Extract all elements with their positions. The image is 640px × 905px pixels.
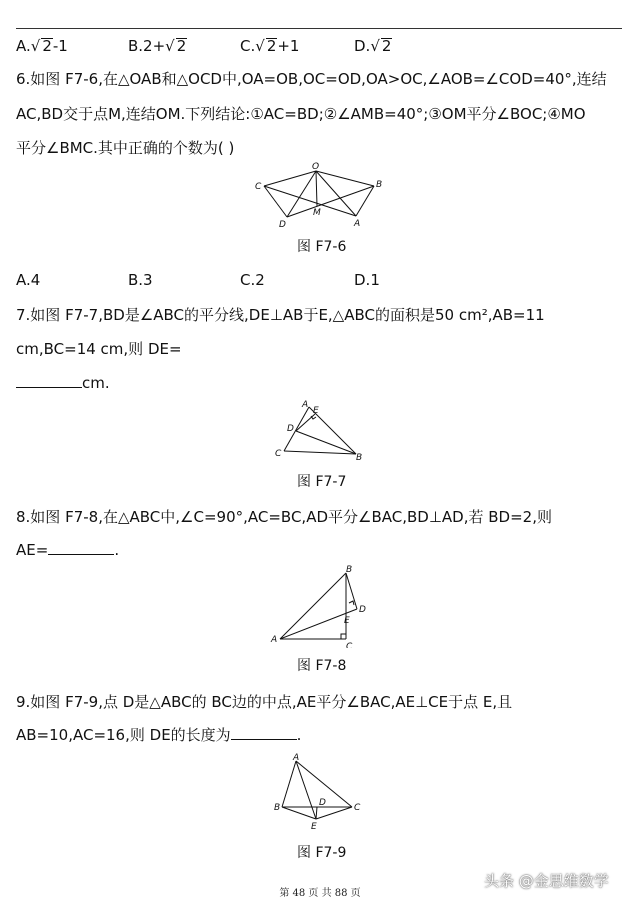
label-c: C (275, 449, 282, 459)
label-a: A (302, 400, 309, 410)
q5-option-c: C.√ 2+1 (240, 37, 300, 55)
label-c: C (354, 803, 361, 813)
label-b: B (356, 453, 363, 463)
q7-answer-blank[interactable] (16, 387, 82, 388)
q5-option-b: B.2+√ 2 (128, 37, 187, 55)
q9-answer-blank[interactable] (231, 739, 297, 740)
label-d: D (319, 798, 326, 808)
figure-f7-8 (266, 562, 376, 652)
label-c: C (346, 642, 353, 648)
q6-line-2: AC,BD交于点M,连结OM.下列结论:①AC=BD;②∠AMB=40°;③OM平分∠BOC;④MO (16, 105, 586, 123)
label-d: D (279, 220, 286, 230)
q7-line-2: cm,BC=14 cm,则 DE= (16, 340, 182, 358)
q9-line-1: 9.如图 F7-9,点 D是△ABC的 BC边的中点,AE平分∠BAC,AE⊥CE于点 E,且 (16, 693, 513, 711)
figure-f7-6 (250, 160, 390, 236)
page-footer: 第 48 页 共 88 页 (279, 888, 361, 899)
label-a: A (293, 753, 300, 763)
label-o: O (312, 162, 320, 172)
figure-f7-8-svg (266, 562, 376, 648)
caption-f7-6: 图 F7-6 (297, 239, 347, 255)
figure-f7-6-svg (250, 160, 390, 232)
label-e: E (311, 822, 317, 832)
label-b: B (376, 180, 383, 190)
figure-f7-9-svg (268, 750, 374, 836)
q7-line-3: cm. (16, 373, 110, 393)
q5-option-a: A.√ 2-1 (16, 37, 68, 55)
q9-line-2: AB=10,AC=16,则 DE的长度为 . (16, 726, 302, 744)
q8-line-2: AE= . (16, 541, 120, 559)
q6-option-b: B.3 (128, 271, 153, 289)
caption-f7-8: 图 F7-8 (297, 658, 347, 674)
label-d: D (287, 424, 294, 434)
label-m: M (313, 208, 321, 218)
q6-option-c: C.2 (240, 271, 265, 289)
q6-line-3: 平分∠BMC.其中正确的个数为( ) (16, 139, 235, 157)
label-c: C (255, 182, 262, 192)
label-e: E (313, 406, 319, 416)
label-b: B (346, 565, 353, 575)
q6-option-d: D.1 (354, 271, 380, 289)
label-b: B (274, 803, 281, 813)
figure-f7-9 (268, 750, 374, 840)
caption-f7-9: 图 F7-9 (297, 845, 347, 861)
q5-option-d: D.√ 2 (354, 37, 392, 55)
watermark: 头条 @金思维数学 (484, 872, 609, 890)
q6-option-a: A.4 (16, 271, 41, 289)
label-a: A (271, 635, 278, 645)
header-rule (16, 28, 622, 29)
caption-f7-7: 图 F7-7 (297, 474, 347, 490)
q7-line-1: 7.如图 F7-7,BD是∠ABC的平分线,DE⊥AB于E,△ABC的面积是50 cm²,AB=11 (16, 306, 545, 324)
q6-line-1: 6.如图 F7-6,在△OAB和△OCD中,OA=OB,OC=OD,OA>OC,∠AOB=∠COD=40°,连结 (16, 70, 607, 88)
q8-answer-blank[interactable] (48, 554, 114, 555)
q8-line-1: 8.如图 F7-8,在△ABC中,∠C=90°,AC=BC,AD平分∠BAC,BD⊥AD,若 BD=2,则 (16, 508, 552, 526)
figure-f7-7-svg (272, 396, 372, 466)
label-a: A (354, 219, 361, 229)
label-d: D (359, 605, 366, 615)
label-e: E (344, 616, 350, 626)
figure-f7-7 (272, 396, 372, 470)
